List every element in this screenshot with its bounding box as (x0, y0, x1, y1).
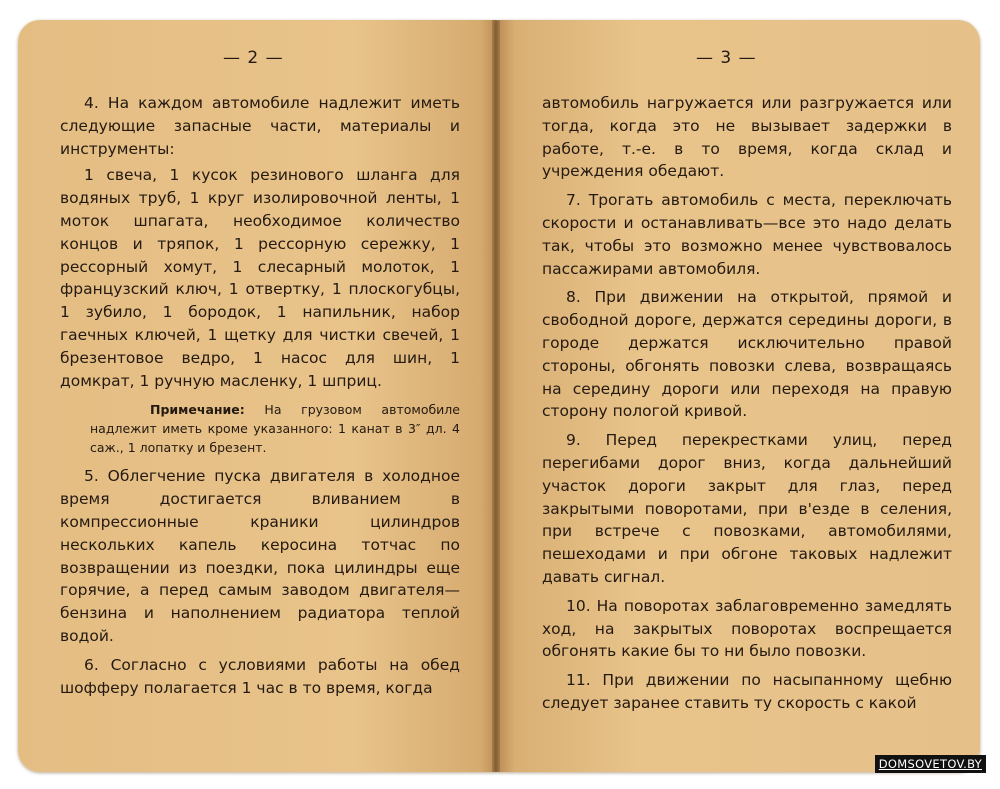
paragraph-5: 5. Облегчение пуска двигателя в холодное время достигается вливанием в компрессионные краники цилиндров нескольких капель керосина тотчас по возвращении из поездки, пока цилиндры еще горячие, а перед самым заводом двигателя—бензина и наполнением радиатора теплой водой. (60, 467, 460, 645)
paragraph-9: 9. Перед перекрестками улиц, перед перегибами дорог вниз, когда дальнейший участок дороги закрыт для глаз, перед закрытыми поворотами, при в'езде в селения, при встрече с повозками, автомобилями, пешеходами и при обгоне таковых надлежит давать сигнал. (542, 431, 952, 586)
paragraph-4: 4. На каждом автомобиле надлежит иметь следующие запасные части, материалы и инструменты: (60, 94, 460, 158)
left-text-block (60, 92, 460, 699)
paragraph-8: 8. При движении на открытой, прямой и свободной дороге, держатся середины дороги, в городе держатся исключительно правой стороны, обгонять повозки слева, возвращаясь на середину дороги или переходя на правую сторону пологой кривой. (542, 288, 952, 421)
paragraph-continued: автомобиль нагружается или разгружается или тогда, когда это не вызывает задержки в работе, т.-е. в то время, когда склад и учреждения обедают. (542, 94, 952, 181)
paragraph-6: 6. Согласно с условиями работы на обед шофферу полагается 1 час в то время, когда (60, 655, 460, 697)
left-page (18, 20, 499, 772)
paragraph-10: 10. На поворотах заблаговременно замедлять ход, на закрытых поворотах воспрещается обгонять какие бы то ни было повозки. (542, 596, 952, 661)
right-text-block (542, 92, 952, 715)
note-label: Примечание: (150, 402, 245, 418)
right-page (496, 20, 980, 772)
paragraph-11: 11. При движении по насыпанному щебню следует заранее ставить ту скорость с какой (542, 671, 952, 712)
left-page-number: — 2 — (223, 48, 284, 68)
watermark: DOMSOVETOV.BY (875, 755, 986, 773)
paragraph-4-list: 1 свеча, 1 кусок резинового шланга для водяных труб, 1 круг изолировочной ленты, 1 моток шпагата, необходимое количество концов и тряпок, 1 рессорную сережку, 1 рессорный хомут, 1 слесарный молоток, 1 французский ключ, 1 отвертку, 1 плоскогубцы, 1 зубило, 1 бородок, 1 напильник, набор гаечных ключей, 1 щетку для чистки свечей, 1 брезентовое ведро, 1 насос для шин, 1 домкрат, 1 ручную масленку, 1 шприц. (60, 166, 460, 390)
open-booklet (18, 20, 980, 772)
book-gutter (492, 20, 500, 772)
paragraph-7: 7. Трогать автомобиль с места, переключать скорости и останавливать—все это надо делать так, чтобы это возможно менее чувствовалось пассажирами автомобиля. (542, 191, 952, 278)
note-text: На грузовом автомобиле надлежит иметь кроме указанного: 1 канат в 3″ дл. 4 саж., 1 лопатку и брезент. (90, 402, 460, 456)
note (60, 400, 460, 457)
right-page-number: — 3 — (696, 48, 757, 68)
